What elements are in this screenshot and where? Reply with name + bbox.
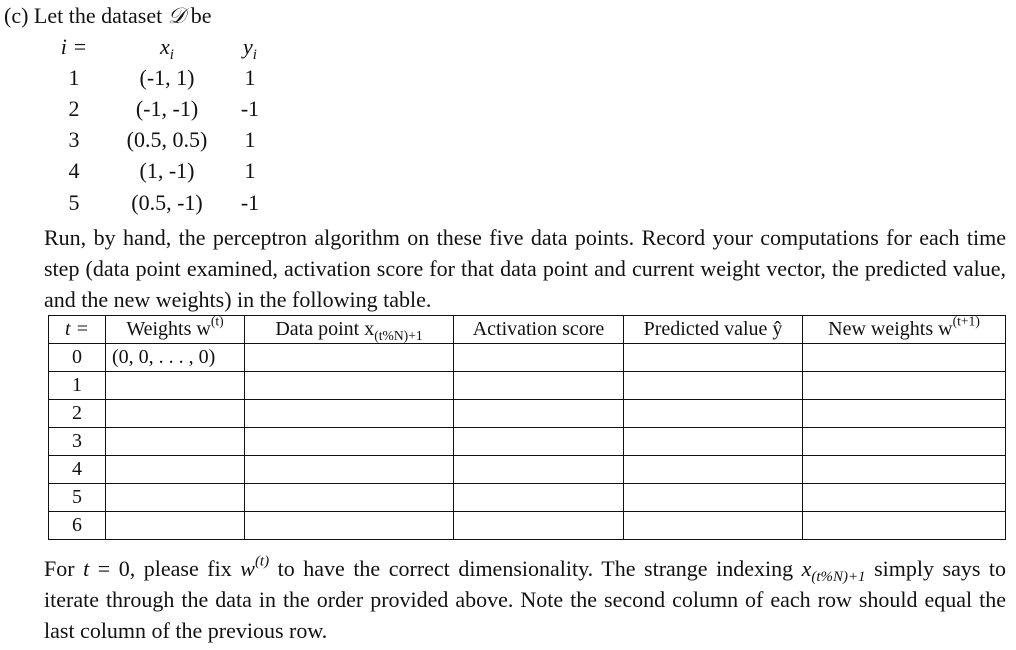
dataset-row-3-y: 1 [244,127,256,152]
row-weights[interactable] [106,372,245,400]
table-row [49,372,1006,400]
table-row [49,512,1006,540]
header-datapoint: Data point $x_{(t\%N)+1}$ [245,316,454,344]
dataset-row-5-y: -1 [240,190,260,215]
row-new-weights[interactable] [803,456,1006,484]
row-datapoint[interactable] [245,372,454,400]
footer-part2: to have the correct dimensionality. The strange indexing [277,556,794,581]
row-t: 6 [49,512,106,540]
footer-part3: simply says to iterate through the data in the order provided above. Note the second column of each row should equal the last column of the previous row. [44,556,1007,643]
dataset-row-2-y: -1 [240,96,260,121]
footer-eq: = 0, please fix [97,556,232,581]
row-t: 5 [49,484,106,512]
table-row [49,428,1006,456]
row-datapoint[interactable] [245,512,454,540]
row-t: 0 [49,344,106,372]
dataset-header-i: i = [60,34,88,59]
table-row [49,400,1006,428]
row-activation[interactable] [454,456,624,484]
row-new-weights[interactable] [803,428,1006,456]
dataset-header-y: $y_i$ [243,34,257,64]
footer-part1: For [44,556,75,581]
row-new-weights[interactable] [803,344,1006,372]
row-new-weights[interactable] [803,484,1006,512]
footer-t-var: t [83,556,90,581]
row-weights[interactable] [106,456,245,484]
dataset-row-3-x: (0.5, 0.5) [126,127,208,152]
row-predicted[interactable] [624,512,803,540]
row-datapoint[interactable] [245,456,454,484]
row-weights[interactable] [106,512,245,540]
row-weights[interactable]: (0, 0, . . . , 0) [106,344,245,372]
row-t: 1 [49,372,106,400]
footer-paragraph [44,553,1006,646]
row-weights[interactable] [106,400,245,428]
table-header-row [49,316,1006,344]
table-row [49,456,1006,484]
row-new-weights[interactable] [803,372,1006,400]
dataset-row-4-x: (1, -1) [139,158,195,183]
dataset-row-2-i: 2 [68,96,80,121]
row-predicted[interactable] [624,484,803,512]
heading-tail: be [190,3,212,28]
row-predicted[interactable] [624,344,803,372]
dataset-row-2-x: (-1, -1) [135,96,199,121]
part-heading [4,3,212,29]
header-activation: Activation score [454,316,624,344]
header-new-weights: New weights $w^{(t+1)}$ [803,316,1006,344]
dataset-symbol: 𝒟 [167,3,186,28]
footer-x-var: $x_{(t\%N)+1}$ [801,556,866,586]
dataset-row-3-i: 3 [68,127,80,152]
perceptron-trace-table [48,315,1006,540]
row-datapoint[interactable] [245,428,454,456]
row-t: 3 [49,428,106,456]
part-label: (c) [4,3,29,28]
row-t: 4 [49,456,106,484]
row-activation[interactable] [454,400,624,428]
row-new-weights[interactable] [803,400,1006,428]
row-datapoint[interactable] [245,400,454,428]
dataset-row-5-x: (0.5, -1) [131,190,203,215]
footer-w-var: $w^{(t)}$ [240,553,270,581]
row-activation[interactable] [454,484,624,512]
row-weights[interactable] [106,484,245,512]
header-weights: Weights $w^{(t)}$ [106,316,245,344]
row-t: 2 [49,400,106,428]
dataset-row-4-i: 4 [68,158,80,183]
row-datapoint[interactable] [245,484,454,512]
table-row [49,344,1006,372]
instructions-paragraph: Run, by hand, the perceptron algorithm on these five data points. Record your computations for each time step (data point examined, activation score for that data point and current weight vector, the predicted value, and the new weights) in the following table. [44,225,1006,312]
heading-text: Let the dataset [33,3,163,28]
row-activation[interactable] [454,512,624,540]
header-t: t = [49,316,106,344]
row-predicted[interactable] [624,400,803,428]
dataset-header-x: $x_i$ [160,34,174,64]
dataset-row-1-x: (-1, 1) [139,65,195,90]
dataset-row-1-y: 1 [244,65,256,90]
dataset-row-5-i: 5 [68,190,80,215]
row-predicted[interactable] [624,372,803,400]
dataset-row-4-y: 1 [244,158,256,183]
row-predicted[interactable] [624,428,803,456]
table-row [49,484,1006,512]
row-activation[interactable] [454,344,624,372]
header-predicted: Predicted value ŷ [624,316,803,344]
row-predicted[interactable] [624,456,803,484]
dataset-row-1-i: 1 [68,65,80,90]
row-new-weights[interactable] [803,512,1006,540]
row-weights[interactable] [106,428,245,456]
row-activation[interactable] [454,372,624,400]
row-activation[interactable] [454,428,624,456]
row-datapoint[interactable] [245,344,454,372]
